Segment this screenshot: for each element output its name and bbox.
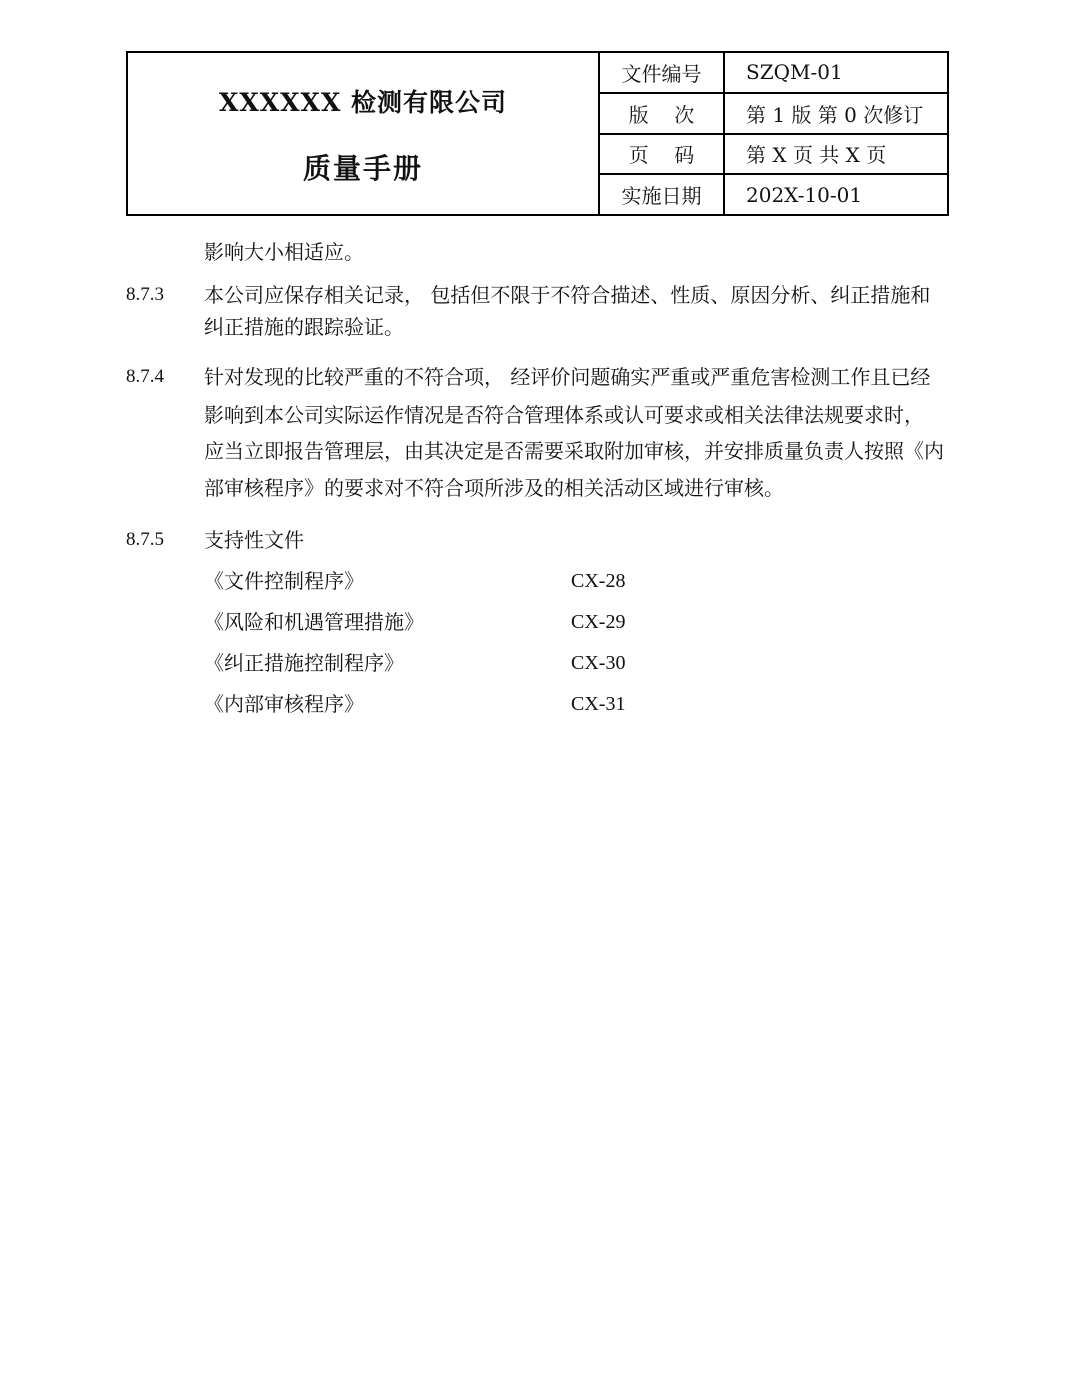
paragraph-line: 针对发现的比较严重的不符合项， 经评价问题确实严重或严重危害检测工作且已经 — [204, 365, 931, 389]
continuation-paragraph: 影响大小相适应。 — [204, 240, 364, 264]
meta-label: 文件编号 — [600, 53, 725, 92]
company-name: XXXXXX 检测有限公司 — [218, 88, 508, 117]
paragraph-line: 支持性文件 — [204, 528, 304, 552]
meta-label: 版 次 — [600, 94, 725, 133]
supporting-doc-code: CX-31 — [571, 693, 626, 715]
meta-value: SZQM-01 — [746, 60, 843, 85]
meta-label: 页 码 — [600, 135, 725, 174]
header-meta-cells — [600, 53, 947, 214]
meta-value: 第 X 页 共 X 页 — [746, 143, 887, 168]
document-title: 质量手册 — [302, 152, 423, 185]
meta-row-effective-date — [600, 175, 947, 214]
meta-row-edition — [600, 94, 947, 135]
supporting-doc-name: 《纠正措施控制程序》 — [204, 651, 404, 675]
meta-value: 第 1 版 第 0 次修订 — [746, 102, 924, 127]
meta-value: 202X-10-01 — [746, 182, 863, 207]
supporting-doc-name: 《文件控制程序》 — [204, 569, 364, 593]
meta-row-page — [600, 135, 947, 176]
supporting-doc-code: CX-28 — [571, 570, 626, 592]
supporting-doc-name: 《内部审核程序》 — [204, 692, 364, 716]
supporting-doc-name: 《风险和机遇管理措施》 — [204, 610, 424, 634]
section-number: 8.7.4 — [126, 366, 164, 387]
section-number: 8.7.3 — [126, 284, 164, 305]
supporting-doc-code: CX-29 — [571, 611, 626, 633]
paragraph-line: 本公司应保存相关记录， 包括但不限于不符合描述、性质、原因分析、纠正措施和 — [204, 283, 931, 307]
document-header-table — [126, 51, 949, 216]
paragraph-line: 部审核程序》的要求对不符合项所涉及的相关活动区域进行审核。 — [204, 476, 784, 500]
paragraph-line: 影响到本公司实际运作情况是否符合管理体系或认可要求或相关法律法规要求时， — [204, 403, 924, 427]
paragraph-line: 应当立即报告管理层，由其决定是否需要采取附加审核，并安排质量负责人按照《内 — [204, 439, 944, 463]
header-title-cell — [128, 53, 600, 214]
meta-row-doc-number — [600, 53, 947, 94]
supporting-doc-code: CX-30 — [571, 652, 626, 674]
meta-label: 实施日期 — [600, 175, 725, 214]
section-number: 8.7.5 — [126, 529, 164, 550]
paragraph-line: 纠正措施的跟踪验证。 — [204, 315, 404, 339]
